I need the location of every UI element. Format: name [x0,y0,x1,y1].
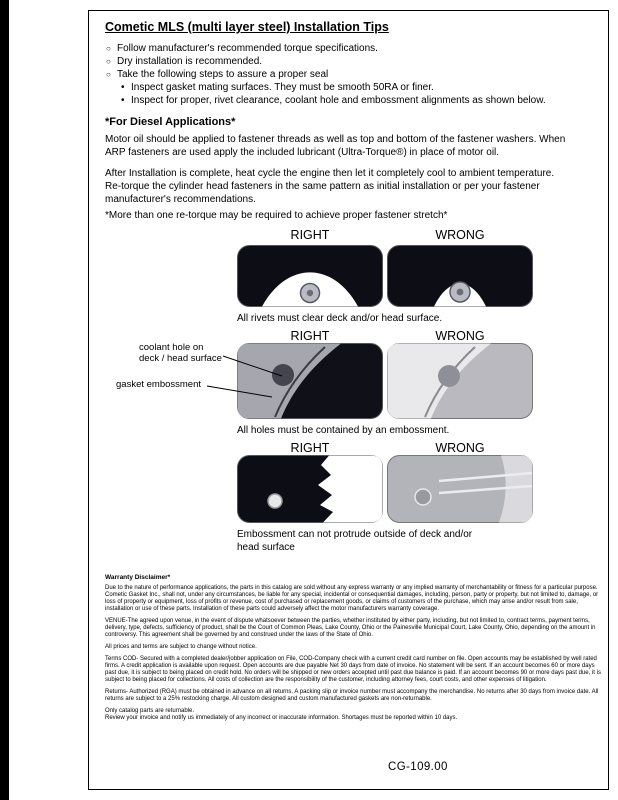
page-title: Cometic MLS (multi layer steel) Installation Tips [105,20,389,34]
tip-text: Dry installation is recommended. [117,56,263,67]
wrong-heading-row1: WRONG [435,228,485,242]
warranty-paragraph: Only catalog parts are returnable. [105,708,195,714]
retorque-note: *More than one re-torque may be required to achieve proper fastener stretch* [105,210,448,221]
protrusion-right-figure [237,455,383,523]
page-edge-bar [0,0,9,800]
gasket-embossment-label: gasket embossment [116,379,202,390]
sub-tip-item [121,94,546,107]
warranty-paragraph: Review your invoice and notify us immediately of any incorrect or inaccurate information. Shortages must be reported within 10 days. [105,715,458,721]
sub-tip-item [121,81,546,94]
holes-caption: All holes must be contained by an embossment. [237,425,450,436]
tip-text: Take the following steps to assure a proper seal [117,69,329,80]
warranty-paragraph: Returns- Authorized (RGA) must be obtained in advance on all returns. A packing slip or invoice number must accompany the merchandise. No returns after 30 days from invoice date. All returns are subject to a 25% restocking charge. All custom designed and custom manufactured gaskets are non-returnable. [105,689,599,702]
warranty-paragraph: Due to the nature of performance applications, the parts in this catalog are sold without any express warranty or any implied warranty of merchantability or fitness for a particular purpose. Cometic Gasket Inc., shall not, under any circumstances, be liable for any special, incidental or consequential damages, including, person, party or property, but not limited to, damage, or loss of property or equipment, loss of profits or revenue, cost of purchased or replacement goods, or claims of customers of the purchase, which may arise and/or result from sale, installation or use of these parts. Installation of these parts could adversely affect the motor manufacturers warranty coverage. [105,585,599,612]
warranty-heading: Warranty Disclaimer* [105,574,171,581]
diesel-paragraph-1: Motor oil should be applied to fastener threads as well as top and bottom of the fastener washers. When ARP fasteners are used apply the included lubricant (Ultra-Torque®) in place of motor oil. [105,134,566,158]
embossment-wrong-figure [387,343,533,419]
dot-bullet-icon: • [121,95,125,106]
diesel-paragraph-2: After Installation is complete, heat cycle the engine then let it completely cool to ambient temperature. Re-torque the cylinder head fasteners in the same pattern as initial installation or per your fastener manufacturer's recommendations. [105,168,555,205]
wrong-heading-row2: WRONG [435,329,485,343]
embossment-right-diagram-icon [237,343,383,419]
right-heading-row1: RIGHT [290,228,330,242]
coolant-hole-label-line2: deck / head surface [139,353,222,364]
rivet-wrong-diagram-icon [387,245,533,307]
tip-item [106,42,546,55]
circle-bullet-icon: ○ [106,70,111,79]
protrusion-wrong-figure [387,455,533,523]
circle-bullet-icon: ○ [106,57,111,66]
tips-list [106,42,546,107]
protrusion-right-diagram-icon [237,455,383,523]
dot-bullet-icon: • [121,82,125,93]
embossment-wrong-diagram-icon [387,343,533,419]
tip-item [106,68,546,81]
warranty-paragraph: VENUE-The agreed upon venue, in the event of dispute whatsoever between the parties, whether instituted by either party, including, but not limited to, contract terms, payment terms, delivery, type, defects, sufficiency of product, shall be the Court of Common Pleas, Lake County, Ohio or the Painesville Municipal Court, Lake County, Ohio, depending on the amount in controversy. This agreement shall be governed by and construed under the laws of the State of Ohio. [105,618,596,638]
warranty-paragraph: All prices and terms are subject to change without notice. [105,644,257,650]
protrusion-wrong-diagram-icon [387,455,533,523]
rivet-clearance-wrong-figure [387,245,533,307]
tip-text: Follow manufacturer's recommended torque specifications. [117,43,378,54]
embossment-right-figure [237,343,383,419]
coolant-hole-label-line1: coolant hole on [139,342,204,353]
sub-tip-text: Inspect for proper, rivet clearance, coolant hole and embossment alignments as shown below. [131,95,546,106]
sub-tip-text: Inspect gasket mating surfaces. They must be smooth 50RA or finer. [131,82,434,93]
rivet-clearance-right-figure [237,245,383,307]
coolant-hole-label [139,342,231,364]
page-number: CG-109.00 [388,761,448,773]
diesel-applications-heading: *For Diesel Applications* [105,116,236,128]
right-heading-row3: RIGHT [290,441,330,455]
right-heading-row2: RIGHT [290,329,330,343]
rivet-right-diagram-icon [237,245,383,307]
wrong-heading-row3: WRONG [435,441,485,455]
warranty-disclaimer-section [105,574,605,727]
circle-bullet-icon: ○ [106,44,111,53]
warranty-paragraph: Terms COD- Secured with a completed dealer/jobber application on File, COD-Company check with a current credit card number on file. Open accounts may be established by well rated firms. A credit application is available upon request. Open accounts are due payable Net 30 days from date of invoice. No statement will be sent. If an account becomes 60 or more days past due, it is subject to being placed on credit hold. No orders will be shipped or new orders accepted until past due balance is paid. If an account becomes 90 or more days past due, it is subject to being placed for collections. All costs of collection are the responsibility of the customer, including attorney fees, court costs, and other expenses of litigation. [105,656,601,683]
tip-item [106,55,546,68]
rivets-caption: All rivets must clear deck and/or head surface. [237,313,443,324]
protrusion-caption: Embossment can not protrude outside of deck and/or head surface [237,529,473,553]
